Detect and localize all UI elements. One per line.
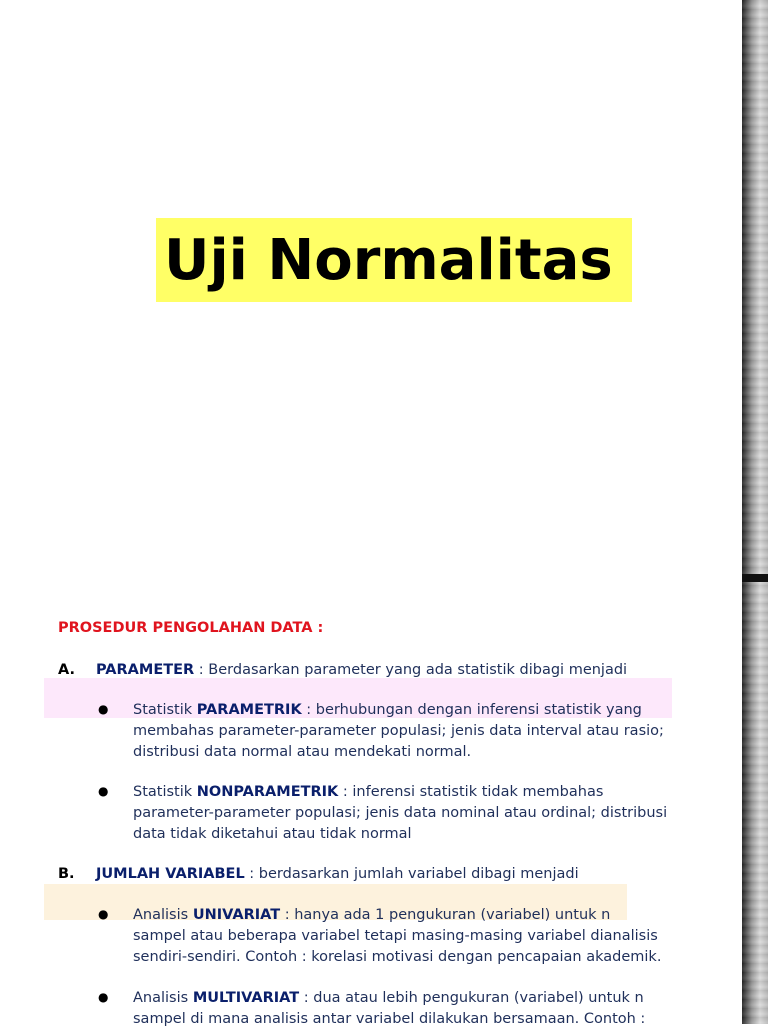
bullet-line2: sampel di mana analisis antar variabel dilakukan bersamaan. Contoh :: [133, 1011, 646, 1027]
section-b-marker: B.: [58, 866, 75, 882]
section-b-line: [58, 864, 75, 885]
list-item-parametrik: [133, 700, 642, 721]
page-edge-shadow: [742, 0, 768, 1024]
bullet-keyword: UNIVARIAT: [192, 907, 281, 923]
section-a-line: [58, 660, 75, 681]
bullet-keyword: PARAMETRIK: [196, 702, 302, 718]
bullet-line2: membahas parameter-parameter populasi; jenis data interval atau rasio;: [133, 723, 664, 739]
section-b-description: : berdasarkan jumlah variabel dibagi menjadi: [244, 866, 579, 882]
bullet-keyword: MULTIVARIAT: [192, 990, 300, 1006]
section-a-keyword: PARAMETER: [96, 662, 195, 678]
bullet-keyword: NONPARAMETRIK: [196, 784, 339, 800]
section-heading: PROSEDUR PENGOLAHAN DATA :: [58, 620, 324, 636]
bullet-prefix: Statistik: [133, 784, 197, 800]
list-item-nonparametrik: [133, 782, 603, 803]
section-b-text: [96, 864, 579, 885]
bullet-line3: data tidak diketahui atau tidak normal: [133, 826, 412, 842]
bullet-line2: parameter-parameter populasi; jenis data nominal atau ordinal; distribusi: [133, 805, 668, 821]
section-a-marker: A.: [58, 662, 75, 678]
bullet-prefix: Analisis: [133, 907, 193, 923]
bullet-icon: ●: [98, 990, 109, 1004]
bullet-line3: sendiri-sendiri. Contoh : korelasi motivasi dengan pencapaian akademik.: [133, 949, 662, 965]
bullet-prefix: Statistik: [133, 702, 197, 718]
bullet-line3: distribusi data normal atau mendekati normal.: [133, 744, 472, 760]
section-b-keyword: JUMLAH VARIABEL: [96, 866, 245, 882]
list-item-univariat: [133, 905, 610, 926]
bullet-line1: : hanya ada 1 pengukuran (variabel) untuk n: [280, 907, 611, 923]
bullet-icon: ●: [98, 784, 109, 798]
bullet-line1: : berhubungan dengan inferensi statistik yang: [301, 702, 642, 718]
bullet-line1: : inferensi statistik tidak membahas: [338, 784, 604, 800]
bullet-line2: sampel atau beberapa variabel tetapi masing-masing variabel dianalisis: [133, 928, 658, 944]
list-item-multivariat: [133, 988, 644, 1009]
section-a-description: : Berdasarkan parameter yang ada statistik dibagi menjadi: [194, 662, 628, 678]
bullet-icon: ●: [98, 702, 109, 716]
bullet-icon: ●: [98, 907, 109, 921]
bullet-line1: : dua atau lebih pengukuran (variabel) untuk n: [299, 990, 644, 1006]
section-a-text: [96, 660, 627, 681]
page-title: Uji Normalitas: [164, 228, 613, 293]
page-edge-divider: [742, 574, 768, 582]
bullet-prefix: Analisis: [133, 990, 193, 1006]
